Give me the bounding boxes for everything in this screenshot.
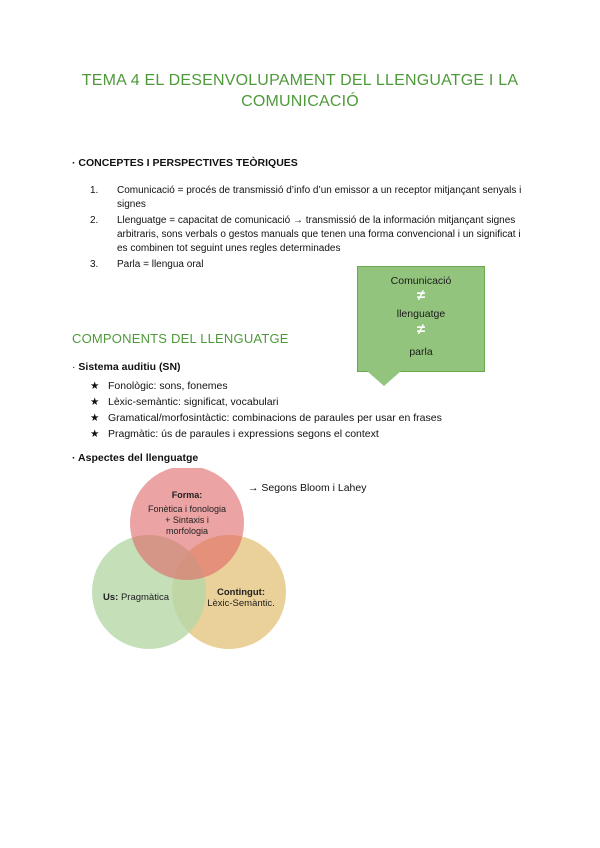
forma-line-1: Fonètica i fonologia [147,504,227,514]
venn-label-us [96,592,176,603]
forma-title: Forma: [171,490,203,500]
contingut-text: Lèxic-Semàntic. [207,598,275,609]
bloom-lahey-note: → Segons Bloom i Lahey [248,482,367,494]
subheading-text: Sistema auditiu (SN) [78,361,181,373]
component-item [90,410,442,426]
component-text: Fonològic: sons, fonemes [108,380,228,392]
contingut-title: Contingut: [216,587,265,598]
concept-item [90,258,357,272]
star-icon: ★ [90,428,100,440]
component-text: Pragmàtic: ús de paraules i expressions segons el context [108,428,379,440]
component-item [90,378,442,394]
component-text: Lèxic-semàntic: significat, vocabulari [108,396,279,408]
concept-text: Llenguatge = capacitat de comunicació → transmissió de la información mitjançant signes arbitraris, sons verbals o gestos manuals que tenen una forma convencional i un significat i es combinen tot seguint unes regles determinades [117,215,521,254]
page-title [60,70,540,112]
callout-llenguatge: llenguatge [396,308,446,320]
concept-number: 3. [90,259,99,270]
forma-line-2: + Sintaxis i [165,515,209,525]
star-icon: ★ [90,412,100,424]
concept-number: 1. [90,185,99,196]
star-icon: ★ [90,380,100,392]
concept-item [90,214,530,256]
us-title: Us: [102,592,119,603]
concept-text: Parla = llengua oral [117,259,204,270]
title-line-1: TEMA 4 EL DESENVOLUPAMENT DEL LLENGUATGE I LA [81,72,519,89]
component-text: Gramatical/morfosintàctic: combinacions de paraules per usar en frases [108,412,442,424]
concept-text: Comunicació = procés de transmissió d’info d’un emissor a un receptor mitjançant senyals i signes [117,185,522,210]
not-equal-icon: ≠ [416,321,426,338]
venn-label-contingut [195,587,287,609]
not-equal-icon: ≠ [416,287,426,304]
aspects-heading: · Aspectes del llenguatge [72,452,199,464]
components-subheading [72,361,181,373]
component-item [90,394,442,410]
component-item [90,426,442,442]
title-line-2: COMUNICACIÓ [241,93,359,110]
concept-item [90,184,530,212]
subheading-bullet: · [72,361,79,373]
callout-parla: parla [409,346,433,358]
star-icon: ★ [90,396,100,408]
components-heading: COMPONENTS DEL LLENGUATGE [72,331,289,346]
concepts-heading: · CONCEPTES I PERSPECTIVES TEÒRIQUES [72,157,298,169]
concepts-list [90,184,530,274]
forma-line-3: morfologia [165,526,209,536]
callout-comunicacio: Comunicació [390,275,452,287]
venn-label-forma [127,490,247,537]
components-list [90,378,442,442]
us-text: Pragmàtica [120,592,169,603]
callout-box [357,266,485,372]
concept-number: 2. [90,215,99,226]
